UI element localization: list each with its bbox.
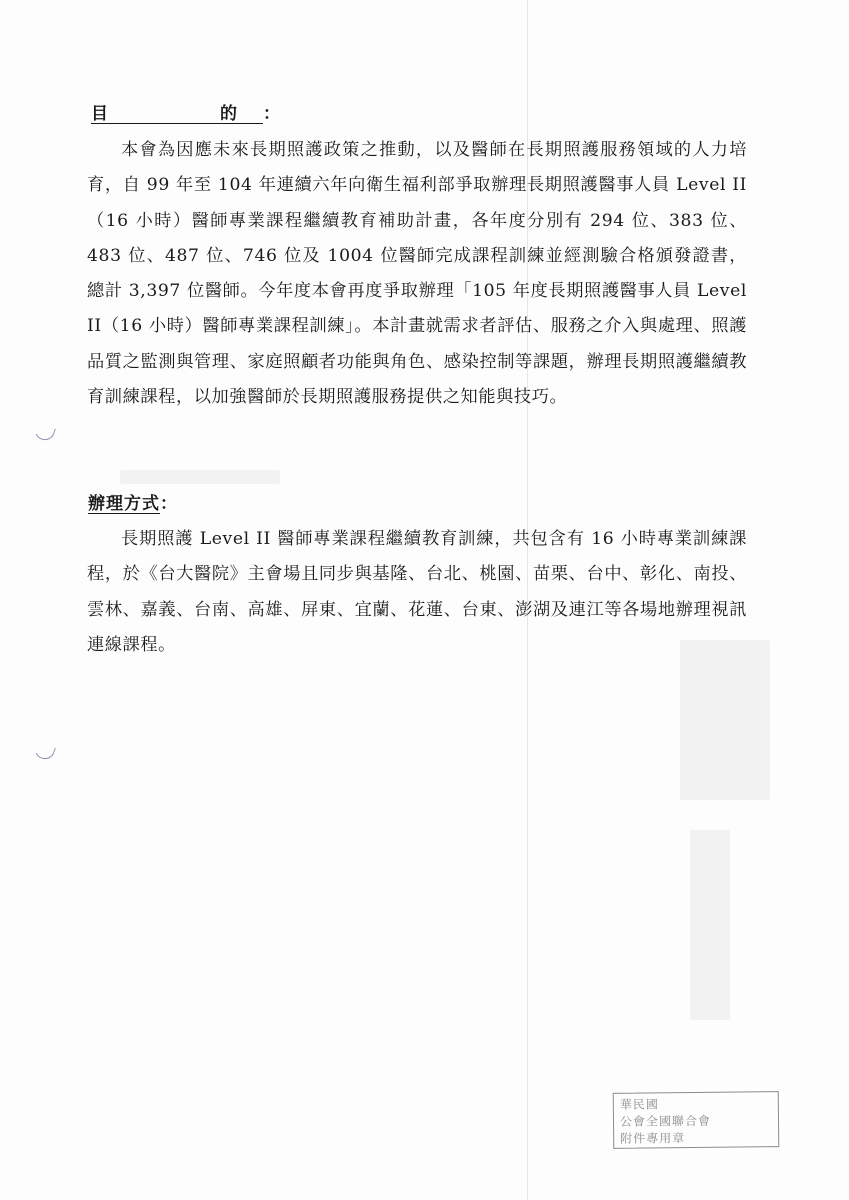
method-paragraph: 長期照護 Level II 醫師專業課程繼續教育訓練，共包含有 16 小時專業訓練課程，於《台大醫院》主會場且同步與基隆、台北、桃園、苗栗、台中、彰化、南投、雲林、嘉義、台南、高雄、屏東、宜蘭、花蓮、台東、澎湖及連江等各場地辦理視訊連線課程。: [87, 529, 747, 655]
stamp-row: 華民國: [619, 1097, 659, 1112]
purpose-heading-colon: ：: [263, 104, 281, 124]
method-heading-text: 辦理方式: [88, 494, 160, 514]
stamp-row: 公會全國聯合會: [619, 1113, 712, 1129]
purpose-heading-text: 目 的: [91, 104, 263, 124]
method-heading-colon: ：: [160, 494, 178, 514]
purpose-heading: [91, 99, 281, 124]
method-heading: [88, 489, 178, 514]
stamp-row: 附件專用章: [620, 1131, 686, 1146]
purpose-paragraph: 本會為因應未來長期照護政策之推動，以及醫師在長期照護服務領域的人力培育，自 99 年至 104 年連續六年向衛生福利部爭取辦理長期照護醫事人員 Level II（16 小時）醫師專業課程繼續教育補助計畫，各年度分別有 294 位、383 位、483 位、487 位、746 位及 1004 位醫師完成課程訓練並經測驗合格頒發證書，總計 3,397 位醫師。今年度本會再度爭取辦理「105 年度長期照護醫事人員 Level II（16 小時）醫師專業課程訓練」。本計畫就需求者評估、服務之介入與處理、照護品質之監測與管理、家庭照顧者功能與角色、感染控制等課題，辦理長期照護繼續教育訓練課程，以加強醫師於長期照護服務提供之知能與技巧。: [87, 140, 747, 408]
official-seal-stamp: [613, 1091, 780, 1149]
punch-hole-mark: [32, 422, 56, 443]
bleed-through-mark: [690, 830, 730, 1020]
bleed-through-mark: [680, 640, 770, 800]
punch-hole-mark: [32, 741, 56, 762]
bleed-through-mark: [120, 470, 280, 484]
